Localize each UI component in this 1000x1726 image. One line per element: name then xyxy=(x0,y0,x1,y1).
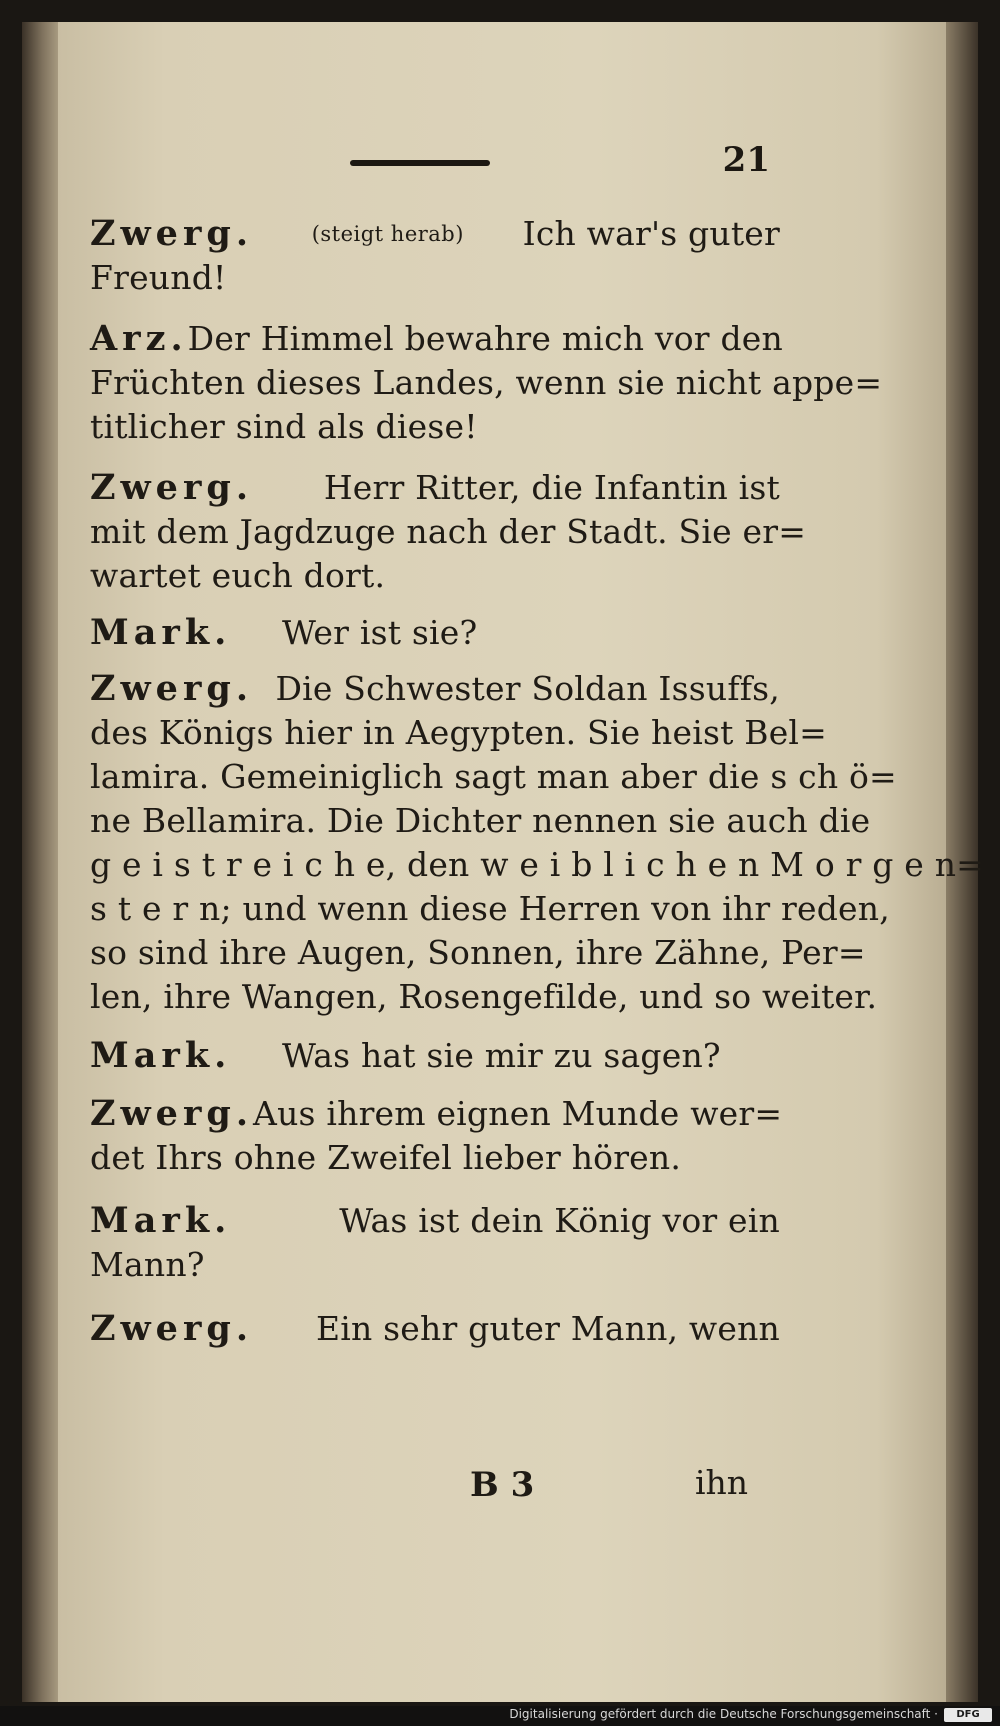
dfg-logo: DFG xyxy=(944,1708,992,1722)
text-line xyxy=(90,1137,780,1179)
line-text: Was hat sie mir zu sagen? xyxy=(282,1036,721,1075)
page-number: 21 xyxy=(722,140,770,180)
line-text: Freund! xyxy=(90,258,227,297)
text-line xyxy=(90,976,878,1018)
text-line xyxy=(90,213,780,255)
line-text: Früchten dieses Landes, wenn sie nicht appe= xyxy=(90,363,883,402)
line-text: Herr Ritter, die Infantin ist xyxy=(323,468,780,507)
text-line xyxy=(90,1035,780,1077)
text-line xyxy=(90,668,780,710)
line-text: Ein sehr guter Mann, wenn xyxy=(315,1309,780,1348)
text-line xyxy=(90,1308,780,1350)
text-line xyxy=(90,1200,780,1242)
text-line xyxy=(90,1244,780,1286)
text-line xyxy=(90,511,807,553)
text-line xyxy=(90,406,780,448)
line-text: des Königs hier in Aegypten. Sie heist Bel= xyxy=(90,713,828,752)
speaker-name: Mark. xyxy=(90,1200,232,1241)
text-line xyxy=(90,612,780,654)
text-line xyxy=(90,467,780,509)
text-line xyxy=(90,800,871,842)
speaker-name: Mark. xyxy=(90,1035,232,1076)
speaker-name: Mark. xyxy=(90,612,232,653)
line-text: Was ist dein König vor ein xyxy=(339,1201,780,1240)
line-text: len, ihre Wangen, Rosengefilde, und so weiter. xyxy=(90,977,878,1016)
text-line xyxy=(90,555,780,597)
speaker-name: Zwerg. xyxy=(90,1308,254,1349)
line-text: ne Bellamira. Die Dichter nennen sie auch die xyxy=(90,801,871,840)
line-text: mit dem Jagdzuge nach der Stadt. Sie er= xyxy=(90,512,807,551)
line-text: lamira. Gemeiniglich sagt man aber die s ch ö= xyxy=(90,757,897,796)
text-line xyxy=(90,362,883,404)
funding-credit: Digitalisierung gefördert durch die Deutsche Forschungsgemeinschaft · xyxy=(509,1707,938,1721)
line-text: wartet euch dort. xyxy=(90,556,386,595)
catchword: ihn xyxy=(695,1463,749,1502)
speaker-name: Zwerg. xyxy=(90,467,254,508)
speaker-name: Zwerg. xyxy=(90,213,254,254)
line-text: so sind ihre Augen, Sonnen, ihre Zähne, Per= xyxy=(90,933,866,972)
line-text: Der Himmel bewahre mich vor den xyxy=(187,319,783,358)
signature-mark: B 3 xyxy=(470,1465,535,1505)
text-line xyxy=(90,1093,783,1135)
header-rule xyxy=(350,160,490,166)
line-text: det Ihrs ohne Zweifel lieber hören. xyxy=(90,1138,682,1177)
line-text: Wer ist sie? xyxy=(282,613,478,652)
line-text: s t e r n; und wenn diese Herren von ihr reden, xyxy=(90,889,890,928)
line-text: g e i s t r e i c h e, den w e i b l i c h e n M o r g e n= xyxy=(90,845,985,884)
line-text: Mann? xyxy=(90,1245,205,1284)
line-text: Ich war's guter xyxy=(522,214,780,253)
line-text: Aus ihrem eignen Munde wer= xyxy=(253,1094,783,1133)
text-line xyxy=(90,318,783,360)
speaker-name: Zwerg. xyxy=(90,1093,254,1134)
speaker-name: Zwerg. xyxy=(90,668,254,709)
text-line xyxy=(90,712,828,754)
text-line xyxy=(90,257,780,299)
speaker-name: Arz. xyxy=(90,318,188,359)
stage-direction: (steigt herab) xyxy=(311,222,464,246)
line-text: titlicher sind als diese! xyxy=(90,407,478,446)
text-line xyxy=(90,932,866,974)
line-text: Die Schwester Soldan Issuffs, xyxy=(275,669,780,708)
page-gutter-left xyxy=(22,22,58,1702)
text-line xyxy=(90,756,897,798)
text-line xyxy=(90,844,985,886)
text-line xyxy=(90,888,890,930)
